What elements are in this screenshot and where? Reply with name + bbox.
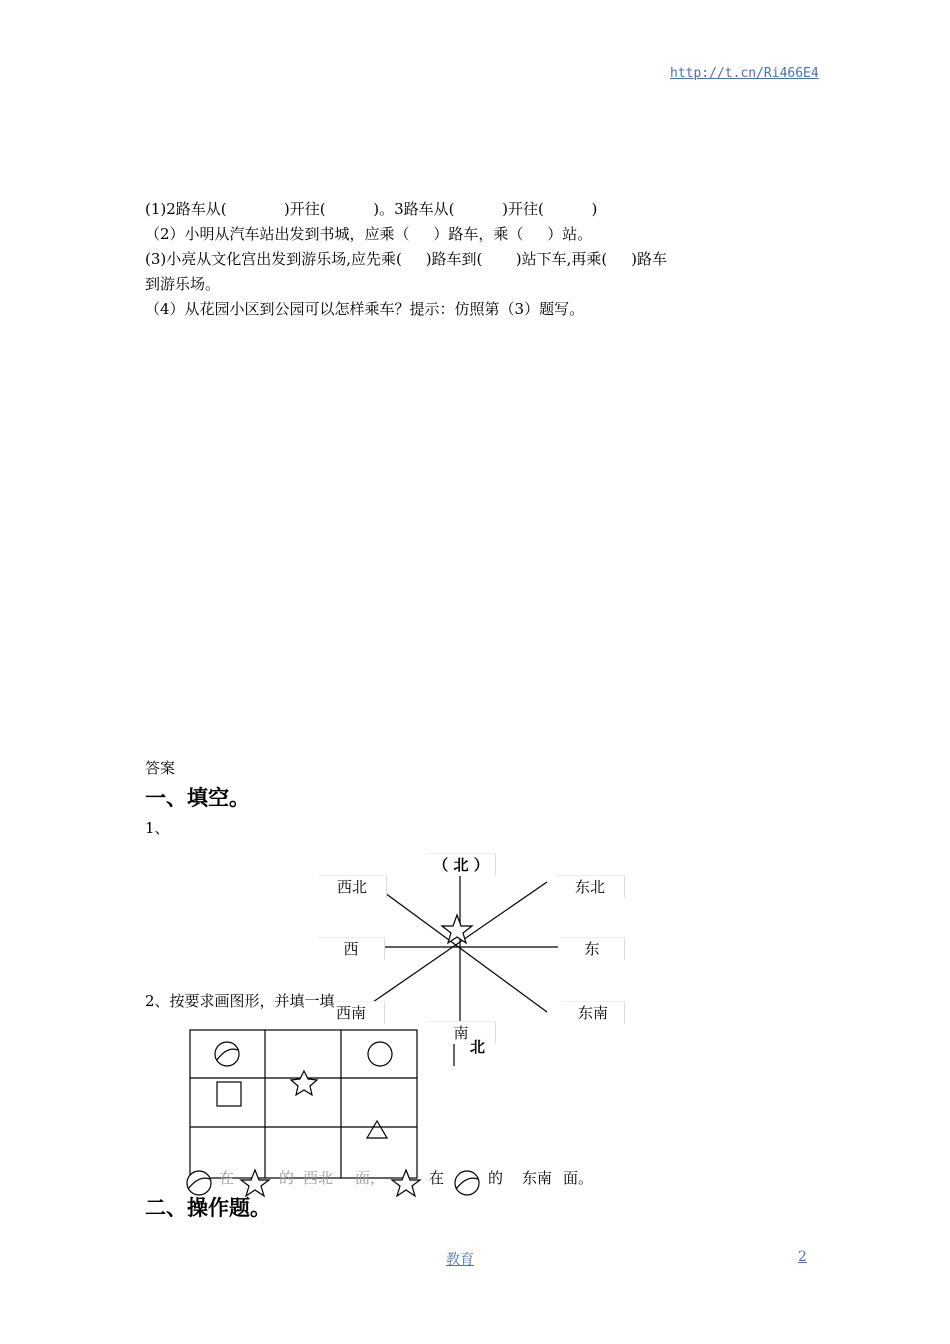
question-1: (1)2路车从( )开往( )。3路车从( )开往( ) [145, 200, 598, 218]
compass-southeast-label: 东南 [562, 1001, 625, 1024]
sentence-word: 在 [219, 1169, 235, 1187]
footer-link[interactable]: 教育 [446, 1252, 474, 1268]
question-2: （2）小明从汽车站出发到书城，应乘（ ）路车，乘（ ）站。 [145, 225, 593, 243]
sentence-word: 在 [429, 1169, 445, 1187]
triangle-icon [367, 1121, 387, 1138]
section-2-heading: 二、操作题。 [145, 1196, 271, 1220]
sentence-word: 面， [355, 1169, 386, 1187]
question-3-line-2: 到游乐场。 [145, 275, 221, 293]
compass-north-label: （ 北 ） [427, 853, 496, 876]
sentence-answer: 东南 [522, 1169, 553, 1187]
header-link[interactable]: http://t.cn/Ri466E4 [670, 66, 819, 81]
sentence-word: 的 [488, 1169, 504, 1187]
answer-label: 答案 [145, 759, 176, 777]
compass-nw-se-line [385, 893, 547, 1012]
compass-west-label: 西 [318, 937, 385, 960]
compass-southwest-label: 西南 [318, 1001, 385, 1024]
star-icon [291, 1071, 317, 1095]
question-4: （4）从花园小区到公园可以怎样乘车？提示：仿照第（3）题写。 [145, 300, 585, 318]
compass-south-label: 南 [427, 1021, 496, 1044]
ball-icon [215, 1042, 239, 1066]
sentence-word: 面。 [563, 1169, 594, 1187]
section-1-heading: 一、填空。 [145, 786, 250, 810]
compass-rose [373, 873, 558, 1021]
compass-northeast-label: 东北 [556, 875, 625, 898]
page-number[interactable]: 2 [798, 1249, 807, 1265]
compass-northwest-label: 西北 [318, 875, 387, 898]
compass-east-label: 东 [560, 937, 625, 960]
sentence-word: 的 [279, 1169, 295, 1187]
answer-item-2: 2、按要求画图形，并填一填 [145, 992, 335, 1010]
square-icon [217, 1082, 241, 1106]
answer-item-1: 1、 [145, 819, 170, 837]
sentence-answer: 西北 [303, 1169, 334, 1187]
circle-icon [368, 1042, 392, 1066]
ball-icon [455, 1171, 479, 1195]
grid-north-label: 北 [470, 1038, 486, 1056]
question-3-line-1: (3)小亮从文化宫出发到游乐场,应先乘( )路车到( )站下车,再乘( )路车 [145, 250, 667, 268]
star-icon [392, 1170, 420, 1196]
